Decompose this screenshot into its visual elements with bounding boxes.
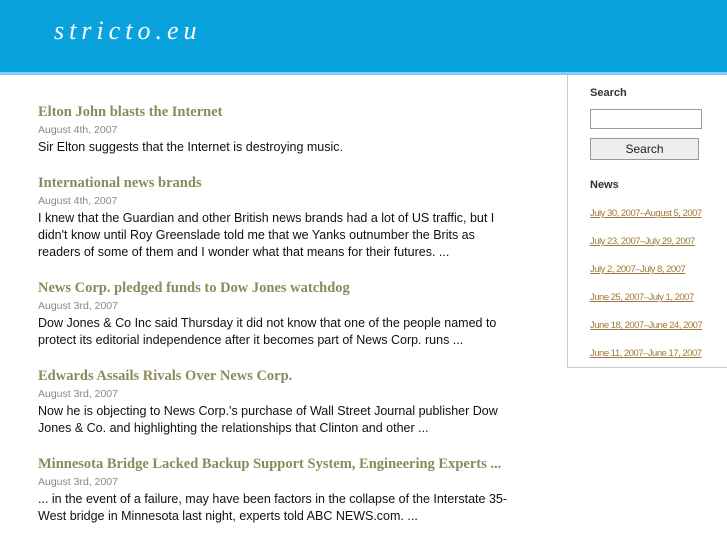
post-excerpt: I knew that the Guardian and other British news brands had a lot of US traffic, but I didn't know until Roy Greenslade told me that we Yanks outnumber the Brits as readers of some of them and I wonder what that means for their futures. ... [38, 211, 495, 259]
news-archive-link[interactable]: June 11, 2007–June 17, 2007 [590, 348, 702, 359]
search-input[interactable] [590, 109, 702, 129]
list-item [590, 343, 702, 371]
post-date: August 4th, 2007 [38, 124, 118, 136]
post-list [38, 102, 538, 542]
post-title-link[interactable]: News Corp. pledged funds to Dow Jones watchdog [38, 280, 350, 296]
search-button[interactable]: Search [590, 138, 699, 160]
post-item [38, 173, 538, 261]
post-excerpt: ... in the event of a failure, may have been factors in the collapse of the Interstate 35-West bridge in Minnesota last night, experts told ABC NEWS.com. ... [38, 492, 508, 523]
news-archive-link[interactable]: July 23, 2007–July 29, 2007 [590, 236, 695, 247]
post-date: August 3rd, 2007 [38, 388, 118, 400]
news-archive-link[interactable]: June 25, 2007–July 1, 2007 [590, 292, 694, 303]
list-item [590, 203, 702, 231]
post-item [38, 278, 538, 349]
post-item [38, 102, 538, 156]
news-archive-link[interactable]: July 2, 2007–July 8, 2007 [590, 264, 686, 275]
post-title-link[interactable]: Minnesota Bridge Lacked Backup Support System, Engineering Experts ... [38, 456, 502, 472]
search-heading: Search [590, 87, 627, 99]
post-title-link[interactable]: International news brands [38, 175, 202, 191]
post-date: August 4th, 2007 [38, 195, 118, 207]
list-item [590, 315, 702, 343]
news-archive-list [590, 203, 702, 371]
post-title-link[interactable]: Elton John blasts the Internet [38, 104, 223, 120]
post-excerpt: Now he is objecting to News Corp.'s purchase of Wall Street Journal publisher Dow Jones & Co. and highlighting the relationships that Clinton and other ... [38, 404, 498, 435]
news-heading: News [590, 179, 619, 191]
site-header [0, 0, 727, 75]
list-item [590, 287, 702, 315]
list-item [590, 231, 702, 259]
post-excerpt: Sir Elton suggests that the Internet is destroying music. [38, 140, 344, 154]
post-date: August 3rd, 2007 [38, 476, 118, 488]
site-title-link[interactable]: stricto.eu [54, 16, 202, 45]
sidebar [567, 75, 727, 368]
list-item [590, 259, 702, 287]
post-item [38, 366, 538, 437]
news-archive-link[interactable]: July 30, 2007–August 5, 2007 [590, 208, 702, 219]
post-item [38, 454, 538, 525]
news-archive-link[interactable]: June 18, 2007–June 24, 2007 [590, 320, 703, 331]
post-excerpt: Dow Jones & Co Inc said Thursday it did not know that one of the people named to protect its editorial independence after it becomes part of News Corp. runs ... [38, 316, 497, 347]
post-title-link[interactable]: Edwards Assails Rivals Over News Corp. [38, 368, 293, 384]
post-date: August 3rd, 2007 [38, 300, 118, 312]
